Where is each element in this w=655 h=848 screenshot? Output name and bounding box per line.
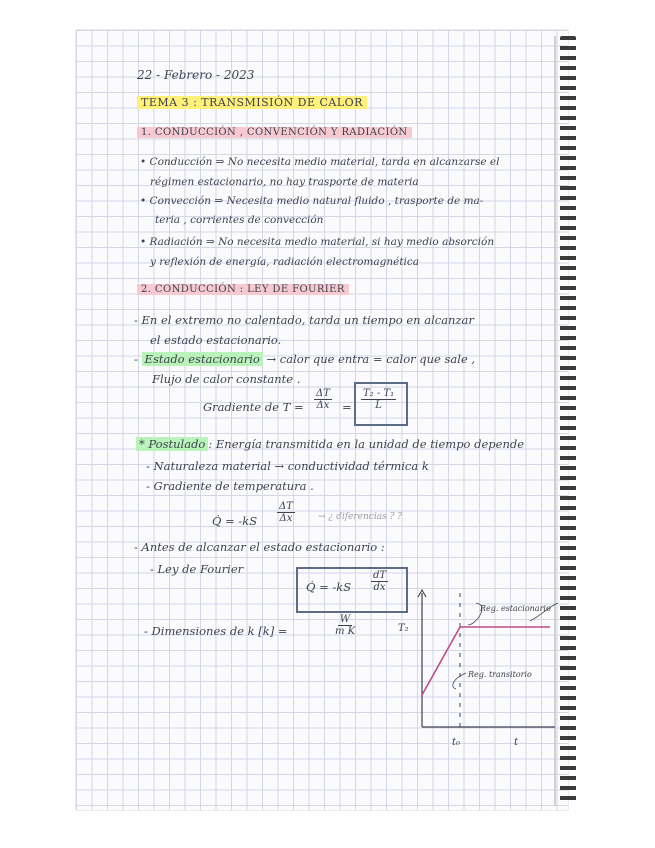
gradiente-den: Δx (316, 400, 330, 411)
gradiente-equals: = (342, 400, 352, 414)
x-label-t: t (514, 737, 519, 748)
date: 22 - Febrero - 2023 (137, 68, 255, 82)
temperature-time-graph (380, 585, 560, 760)
fourier-left: Q̇ = -kS (306, 580, 352, 594)
conduccion-line-1: • Conducción ⇒ No necesita medio material, tarda en alcanzarse el (140, 156, 500, 168)
topic-title (137, 96, 367, 109)
section-2-line-2: el estado estacionario. (150, 333, 282, 347)
gradiente-fraction-2 (361, 388, 396, 411)
gradiente-fraction-1 (314, 388, 332, 411)
conveccion-line-1: • Convección ⇒ Necesita medio natural fluido , trasporte de ma- (140, 195, 484, 207)
section-2-line-1: - En el extremo no calentado, tarda un tiempo en alcanzar (134, 313, 474, 327)
postulado-label: * Postulado (136, 437, 208, 451)
gradiente-num-2: T₂ - T₁ (363, 388, 395, 399)
section-2-heading-text: 2. CONDUCCIÓN : LEY DE FOURIER (137, 284, 349, 295)
reg-estacionario-label: Reg. estacionario (480, 604, 551, 613)
topic-title-text: TEMA 3 : TRANSMISIÓN DE CALOR (137, 96, 367, 109)
fourier-num: dT (373, 570, 387, 581)
estado-line: - Estado estacionario → calor que entra = calor que sale , (134, 352, 476, 366)
postulado-rest: : Energía transmitida en la unidad de tiempo depende (208, 437, 525, 451)
section-2-heading (137, 284, 349, 295)
radiacion-line-2: y reflexión de energía, radiación electromagnética (150, 256, 420, 268)
postulado-line (136, 437, 524, 451)
q-equation-note: → ¿ diferencias ? ? (318, 512, 403, 522)
section-1-heading-text: 1. CONDUCCIÓN , CONVENCIÓN Y RADIACIÓN (137, 127, 412, 138)
spiral-binding (560, 36, 576, 806)
x-tick-t0: t₀ (452, 737, 461, 748)
dependencia-1: - Naturaleza material → conductividad térmica k (146, 459, 429, 473)
ley-fourier-label: - Ley de Fourier (150, 562, 244, 576)
q-equation-left: Q̇ = -kS (212, 514, 258, 528)
y-label-t2: T₂ (398, 623, 409, 634)
q-equation-den: Δx (279, 513, 293, 524)
flujo-line: Flujo de calor constante . (152, 372, 301, 386)
dimensiones-label: - Dimensiones de k [k] = (144, 624, 288, 638)
antes-line: - Antes de alcanzar el estado estacionario : (134, 540, 385, 554)
section-1-heading (137, 127, 412, 138)
radiacion-line-1: • Radiación ⇒ No necesita medio material, si hay medio absorción (140, 236, 495, 248)
gradiente-label: Gradiente de T = (203, 400, 304, 414)
dimensiones-den: m K (335, 626, 356, 637)
gradiente-num: ΔT (316, 388, 330, 399)
q-equation-fraction (277, 501, 295, 524)
q-equation-num: ΔT (279, 501, 293, 512)
dimensiones-num: W (339, 614, 351, 625)
conduccion-line-2: régimen estacionario, no hay trasporte de materia (150, 176, 419, 188)
estado-rest: → calor que entra = calor que sale , (266, 352, 476, 366)
estado-label: Estado estacionario (142, 352, 263, 366)
transitorio-pointer (453, 673, 466, 689)
conveccion-line-2: teria , corrientes de convección (155, 214, 324, 226)
temperature-curve (422, 627, 550, 695)
reg-transitorio-label: Reg. transitorio (468, 670, 532, 679)
gradiente-den-2: L (375, 400, 382, 411)
dimensiones-fraction (333, 614, 357, 637)
fourier-den: dx (373, 582, 386, 593)
dependencia-2: - Gradiente de temperatura . (146, 479, 314, 493)
